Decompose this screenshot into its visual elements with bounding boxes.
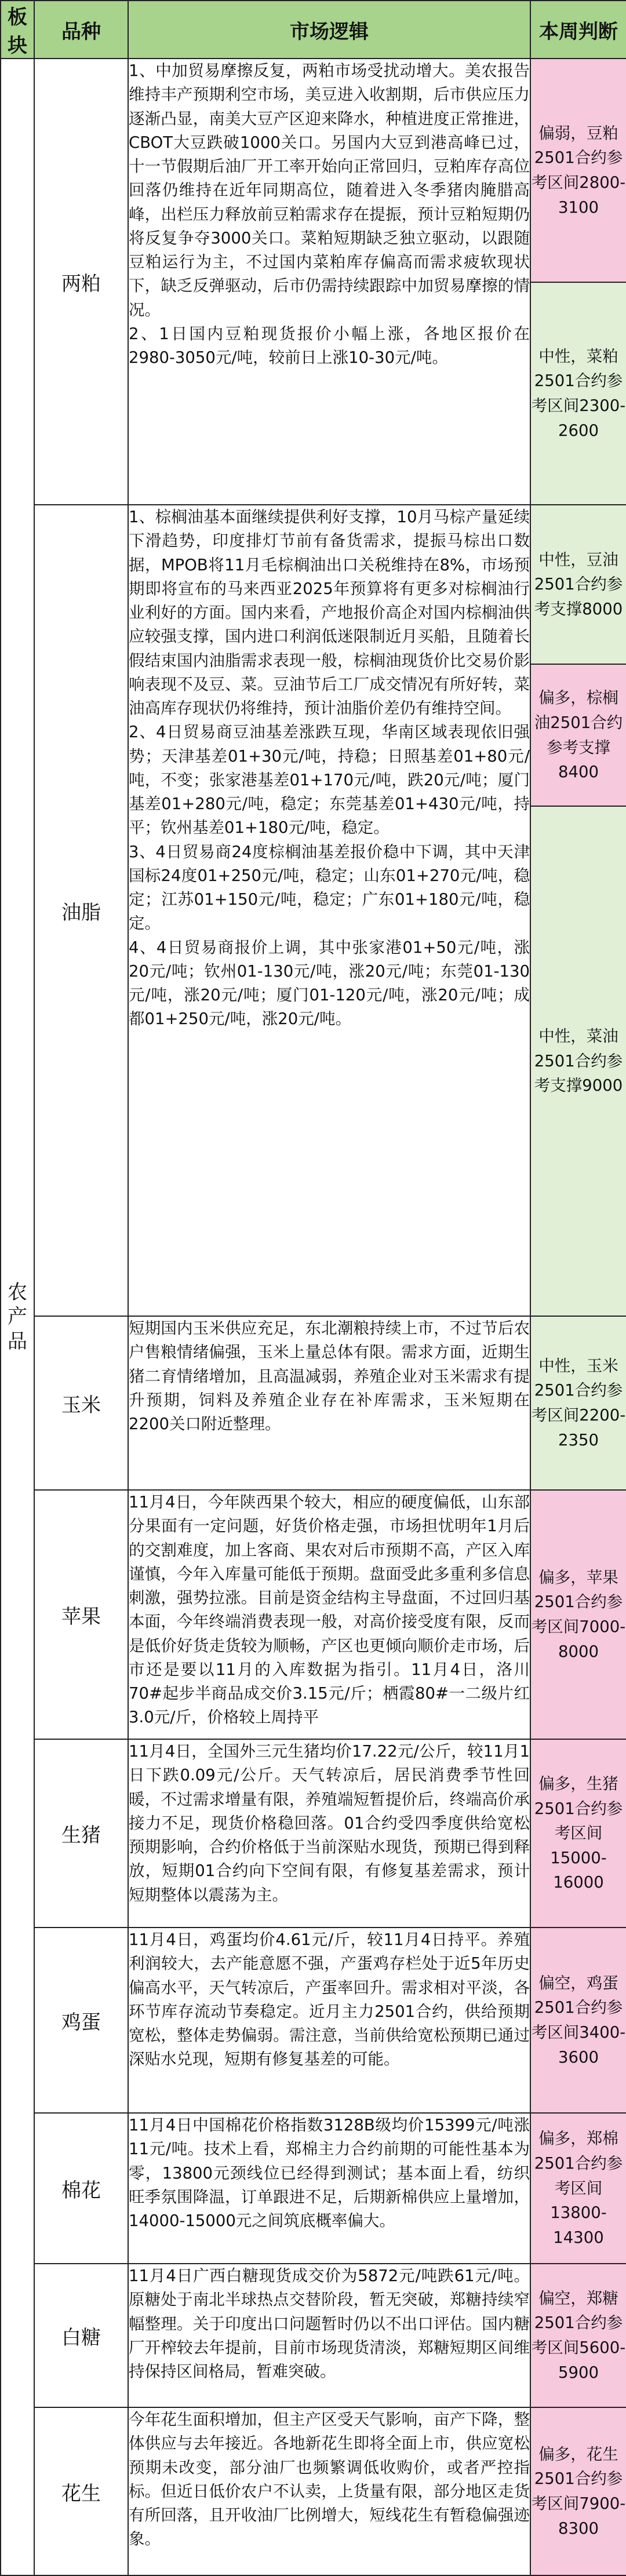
table-row bbox=[1, 1490, 626, 1739]
verdict-cell: 偏空，郑糖2501合约参考区间5600-5900 bbox=[530, 2264, 626, 2407]
table-row bbox=[1, 1928, 626, 2113]
logic-paragraph: 4、4日贸易商报价上调，其中张家港01+50元/吨，涨20元/吨；钦州01-130元/吨，涨20元/吨；东莞01-130元/吨，涨20元/吨；厦门01-120元/吨，涨20元/吨；成都01+250元/吨，涨20元/吨。 bbox=[129, 938, 530, 1029]
verdict-cell: 偏多，生猪2501合约参考区间15000-16000 bbox=[530, 1739, 626, 1928]
header-row bbox=[1, 1, 626, 59]
logic-cell bbox=[128, 2264, 530, 2407]
logic-cell bbox=[128, 2113, 530, 2264]
verdict-cell: 中性，菜粕2501合约参考区间2300-2600 bbox=[530, 282, 626, 505]
header-logic: 市场逻辑 bbox=[128, 1, 530, 59]
logic-paragraph: 11月4日，鸡蛋均价4.61元/斤，较11月4日持平。养殖利润较大，去产能意愿不强，产蛋鸡存栏处于近5年历史偏高水平，天气转凉后，产蛋率回升。需求相对平淡，各环节库存流动节奏稳定。近月主力2501合约，供给预期宽松，整体走势偏弱。需注意，当前供给宽松预期已通过深贴水兑现，短期有修复基差的可能。 bbox=[129, 1930, 530, 2069]
header-variety: 品种 bbox=[34, 1, 128, 59]
table-row bbox=[1, 2407, 626, 2575]
logic-paragraph: 11月4日，全国外三元生猪均价17.22元/公斤，较11月1日下跌0.09元/公斤。天气转凉后，居民消费季节性回暖，不过需求增量有限，养殖端短暂提价后，终端高价承接力不足，现货价格稳回落。01合约受四季度供给宽松预期影响，合约价格低于当前深贴水现货，预期已得到释放，短期01合约向下空间有限，有修复基差需求，预计短期整体以震荡为主。 bbox=[129, 1742, 530, 1904]
logic-cell bbox=[128, 1928, 530, 2113]
sector-label: 农产品 bbox=[8, 1280, 27, 1353]
variety-cell: 两粕 bbox=[34, 59, 128, 505]
logic-paragraph: 11月4日，今年陕西果个较大，相应的硬度偏低，山东部分果面有一定问题，好货价格走强，市场担忧明年1月后的交割难度，加上客商、果农对后市预期不高，产区入库谨慎，今年入库量可能低于预期。盘面受此多重利多信息刺激，强势拉涨。目前是资金结构主导盘面，不过回归基本面，今年终端消费表现一般，对高价接受度有限，反而是低价好货走货较为顺畅，产区也更倾向顺价走市场，后市还是要以11月的入库数据为指引。11月4日，洛川70#起步半商品成交价3.15元/斤；栖霞80#一二级片红3.0元/斤，价格较上周持平 bbox=[129, 1493, 530, 1727]
variety-cell: 玉米 bbox=[34, 1316, 128, 1490]
logic-paragraph: 1、棕榈油基本面继续提供利好支撑，10月马棕产量延续下滑趋势，印度排灯节前有备货需求，提振马棕出口数据，MPOB将11月毛棕榈油出口关税维持在8%，市场预期即将宣布的马来西亚2025年预算将有更多对棕榈油行业利好的方面。国内来看，产地报价高企对国内棕榈油供应较强支撑，国内进口利润低迷限制近月买船，且随着长假结束国内油脂需求表现一般，棕榈油现货价比交易价影响表现不及豆、菜。豆油节后工厂成交情况有所好转，菜油高库存现状仍将维持，预计油脂价差仍有维持空间。 bbox=[129, 508, 530, 717]
table-row bbox=[1, 505, 626, 664]
logic-paragraph: 3、4日贸易商24度棕榈油基差报价稳中下调，其中天津国标24度01+250元/吨，稳定；山东01+270元/吨，稳定；江苏01+150元/吨，稳定；广东01+180元/吨，稳定。 bbox=[129, 842, 530, 933]
table-row bbox=[1, 59, 626, 282]
sector-cell bbox=[1, 59, 34, 2575]
logic-paragraph: 2、1日国内豆粕现货报价小幅上涨，各地区报价在2980-3050元/吨，较前日上涨10-30元/吨。 bbox=[129, 324, 530, 367]
variety-cell: 白糖 bbox=[34, 2264, 128, 2407]
logic-cell bbox=[128, 505, 530, 1316]
variety-cell: 鸡蛋 bbox=[34, 1928, 128, 2113]
table-row bbox=[1, 1316, 626, 1490]
logic-paragraph: 11月4日广西白糖现货成交价为5872元/吨跌61元/吨。原糖处于南北半球热点交替阶段，暂无突破，郑糖持续窄幅整理。关于印度出口问题暂时仍以不出口评估。国内糖厂开榨较去年提前，目前市场现货清淡，郑糖短期区间维持保持区间格局，暂难突破。 bbox=[129, 2267, 530, 2381]
verdict-cell: 偏多，苹果2501合约参考区间7000-8000 bbox=[530, 1490, 626, 1739]
logic-cell bbox=[128, 59, 530, 505]
verdict-cell: 中性，菜油2501合约参考支撑9000 bbox=[530, 806, 626, 1316]
variety-cell: 油脂 bbox=[34, 505, 128, 1316]
verdict-cell: 偏弱，豆粕2501合约参考区间2800-3100 bbox=[530, 59, 626, 282]
variety-cell: 苹果 bbox=[34, 1490, 128, 1739]
logic-cell bbox=[128, 1316, 530, 1490]
verdict-cell: 中性，玉米2501合约参考区间2200-2350 bbox=[530, 1316, 626, 1490]
verdict-cell: 偏空，鸡蛋2501合约参考区间3400-3600 bbox=[530, 1928, 626, 2113]
table-row bbox=[1, 2113, 626, 2264]
table-row bbox=[1, 2264, 626, 2407]
logic-cell bbox=[128, 1490, 530, 1739]
variety-cell: 生猪 bbox=[34, 1739, 128, 1928]
logic-cell bbox=[128, 1739, 530, 1928]
header-verdict: 本周判断 bbox=[530, 1, 626, 59]
logic-paragraph: 11月4日中国棉花价格指数3128B级均价15399元/吨涨11元/吨。技术上看，郑棉主力合约前期的可能性基本为零，13800元颈线位已经得到测试；基本面上看，纺织旺季氛围降温，订单跟进不足，后期新棉供应上量增加，14000-15000元之间筑底概率偏大。 bbox=[129, 2116, 530, 2230]
table-row bbox=[1, 1739, 626, 1928]
verdict-cell: 偏多，棕榈油2501合约参考支撑8400 bbox=[530, 664, 626, 806]
logic-paragraph: 1、中加贸易摩擦反复，两粕市场受扰动增大。美农报告维持丰产预期利空市场，美豆进入收割期，后市供应压力逐渐凸显，南美大豆产区迎来降水，种植进度正常推进，CBOT大豆跌破1000关口。另国内大豆到港高峰已过，十一节假期后油厂开工率开始向正常回归，豆粕库存高位回落仍维持在近年同期高位，随着进入冬季猪肉腌腊高峰，出栏压力释放前豆粕需求存在提振，预计豆粕短期仍将反复争夺3000关口。菜粕短期缺乏独立驱动，以跟随豆粕运行为主，不过国内菜粕库存偏高而需求疲软现状下，缺乏反弹驱动，后市仍需持续跟踪中加贸易摩擦的情况。 bbox=[129, 61, 530, 319]
verdict-cell: 中性，豆油2501合约参考支撑8000 bbox=[530, 505, 626, 664]
logic-paragraph: 短期国内玉米供应充足，东北潮粮持续上市，不过节后农户售粮情绪偏强，玉米上量总体有限。需求方面，近期生猪二育情绪增加，且高温减弱，养殖企业对玉米需求有提升预期，饲料及养殖企业存在补库需求，玉米短期在2200关口附近整理。 bbox=[129, 1319, 530, 1433]
variety-cell: 棉花 bbox=[34, 2113, 128, 2264]
header-sector: 板块 bbox=[1, 1, 34, 59]
logic-paragraph: 今年花生面积增加，但主产区受天气影响，亩产下降，整体供应与去年接近。各地新花生即将全面上市，供应宽松预期未改变，部分油厂也频繁调低收购价，或者严控指标。但近日低价农户不认卖，上货量有限，部分地区走货有所回落，且开收油厂比例增大，短线花生有暂稳偏强迹象。 bbox=[129, 2410, 530, 2549]
verdict-cell: 偏多，郑棉2501合约参考区间13800-14300 bbox=[530, 2113, 626, 2264]
variety-cell: 花生 bbox=[34, 2407, 128, 2575]
verdict-cell: 偏多，花生2501合约参考区间7900-8300 bbox=[530, 2407, 626, 2575]
logic-paragraph: 2、4日贸易商豆油基差涨跌互现，华南区域表现依旧强势；天津基差01+30元/吨，持稳；日照基差01+80元/吨，不变；张家港基差01+170元/吨，跌20元/吨；厦门基差01+280元/吨，稳定；东莞基差01+430元/吨，持平；钦州基差01+180元/吨，稳定。 bbox=[129, 723, 530, 837]
logic-cell bbox=[128, 2407, 530, 2575]
